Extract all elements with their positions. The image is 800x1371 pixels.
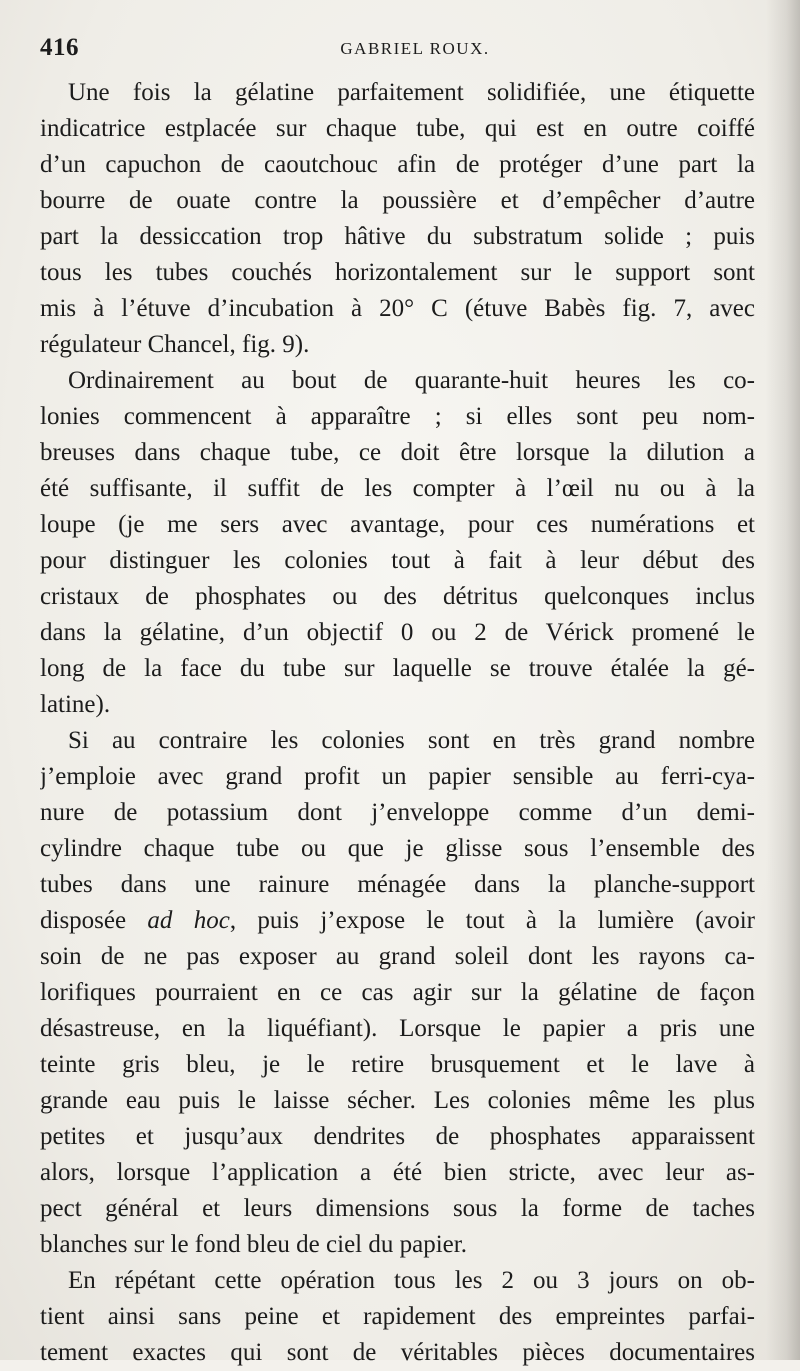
text-line: nure de potassium dont j’enveloppe comme d’un demi-	[40, 799, 755, 826]
text-line: grande eau puis le laisse sécher. Les colonies même les plus	[40, 1087, 755, 1114]
text-line: latine).	[40, 691, 111, 718]
text-line: pour distinguer les colonies tout à fait à leur début des	[40, 547, 755, 574]
text-line: part la dessiccation trop hâtive du substratum solide ; puis	[40, 223, 755, 250]
text-line: tous les tubes couchés horizontalement sur le support sont	[40, 259, 755, 286]
text-line: Une fois la gélatine parfaitement solidifiée, une étiquette	[68, 79, 755, 106]
text-line: d’un capuchon de caoutchouc afin de protéger d’une part la	[40, 151, 755, 178]
text-line: tient ainsi sans peine et rapidement des empreintes parfai-	[40, 1303, 755, 1330]
text-line: cylindre chaque tube ou que je glisse sous l’ensemble des	[40, 835, 755, 862]
text-line: teinte gris bleu, je le retire brusquement et le lave à	[40, 1051, 755, 1078]
text-line: dans la gélatine, d’un objectif 0 ou 2 de Vérick promené le	[40, 619, 755, 646]
text-line: alors, lorsque l’application a été bien stricte, avec leur as-	[40, 1159, 755, 1186]
text-line: Ordinairement au bout de quarante-huit heures les co-	[68, 367, 755, 394]
text-line: En répétant cette opération tous les 2 ou 3 jours on ob-	[68, 1267, 755, 1294]
text-line: blanches sur le fond bleu de ciel du papier.	[40, 1231, 467, 1258]
text-line: lorifiques pourraient en ce cas agir sur la gélatine de façon	[40, 979, 755, 1006]
body-text	[40, 75, 755, 1371]
text-line: bourre de ouate contre la poussière et d’empêcher d’autre	[40, 187, 755, 214]
text-line: indicatrice estplacée sur chaque tube, qui est en outre coiffé	[40, 115, 755, 142]
text-line: régulateur Chancel, fig. 9).	[40, 331, 310, 358]
text-line: tement exactes qui sont de véritables pièces documentaires	[40, 1339, 755, 1366]
text-line: désastreuse, en la liquéfiant). Lorsque le papier a pris une	[40, 1015, 755, 1042]
text-line: loupe (je me sers avec avantage, pour ces numérations et	[40, 511, 755, 538]
running-head: GABRIEL ROUX.	[340, 39, 490, 58]
page-header	[40, 34, 760, 64]
text-line: été suffisante, il suffit de les compter à l’œil nu ou à la	[40, 475, 755, 502]
text-line: tubes dans une rainure ménagée dans la planche-support	[40, 871, 755, 898]
text-line: Si au contraire les colonies sont en très grand nombre	[68, 727, 755, 754]
text-line: j’emploie avec grand profit un papier sensible au ferri-cya-	[40, 763, 755, 790]
text-line	[40, 903, 755, 939]
page-number: 416	[40, 34, 79, 61]
text-line: cristaux de phosphates ou des détritus quelconques inclus	[40, 583, 755, 610]
text-line: soin de ne pas exposer au grand soleil dont les rayons ca-	[40, 943, 755, 970]
text-segment: , puis j’expose le tout à la lumière (avoir	[229, 907, 755, 934]
text-line: petites et jusqu’aux dendrites de phosphates apparaissent	[40, 1123, 755, 1150]
text-line: long de la face du tube sur laquelle se trouve étalée la gé-	[40, 655, 755, 682]
text-line: lonies commencent à apparaître ; si elles sont peu nom-	[40, 403, 755, 430]
text-line: mis à l’étuve d’incubation à 20° C (étuve Babès fig. 7, avec	[40, 295, 755, 322]
text-segment: disposée	[40, 907, 148, 934]
italic-text: ad hoc	[147, 907, 230, 934]
text-line: breuses dans chaque tube, ce doit être lorsque la dilution a	[40, 439, 755, 466]
text-line: pect général et leurs dimensions sous la forme de taches	[40, 1195, 755, 1222]
